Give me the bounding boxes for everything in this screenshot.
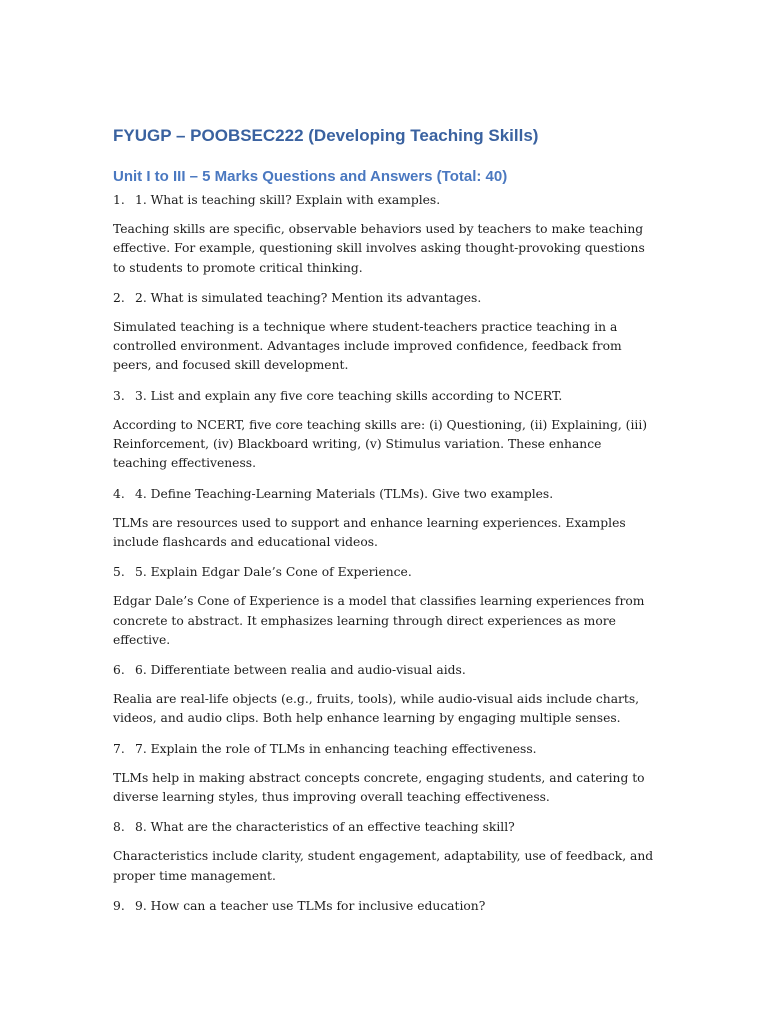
answer-text: Simulated teaching is a technique where student-teachers practice teaching in a controlled environment. Advantages include improved confidence, feedback from peers, and focused skill development. <box>113 319 622 373</box>
question-item <box>113 485 658 504</box>
question-number: 6. <box>113 663 125 678</box>
question-number: 3. <box>113 388 125 403</box>
question-text: 3. List and explain any five core teaching skills according to NCERT. <box>135 388 563 403</box>
answer-text: TLMs are resources used to support and enhance learning experiences. Examples include flashcards and educational videos. <box>113 515 626 549</box>
question-item <box>113 191 658 210</box>
question-text: 5. Explain Edgar Dale’s Cone of Experience. <box>135 565 412 580</box>
answer-text: According to NCERT, five core teaching skills are: (i) Questioning, (ii) Explaining, (iii) Reinforcement, (iv) Blackboard writing, (v) Stimulus variation. These enhance teaching effectiveness. <box>113 417 648 471</box>
question-number: 4. <box>113 486 125 501</box>
question-text: 9. How can a teacher use TLMs for inclusive education? <box>135 898 486 913</box>
answer-text: Teaching skills are specific, observable behaviors used by teachers to make teaching effective. For example, questioning skill involves asking thought-provoking questions to students to promote critical thinking. <box>113 222 645 275</box>
question-number: 5. <box>113 565 125 580</box>
answer-text: Edgar Dale’s Cone of Experience is a model that classifies learning experiences from concrete to abstract. It emphasizes learning through direct experiences as more effective. <box>113 594 645 647</box>
question-text: 6. Differentiate between realia and audio-visual aids. <box>135 663 466 678</box>
question-text: 4. Define Teaching-Learning Materials (TLMs). Give two examples. <box>135 486 554 501</box>
document-subtitle: Unit I to III – 5 Marks Questions and Answers (Total: 40) <box>113 168 508 185</box>
qa-list <box>113 191 658 916</box>
question-text: 8. What are the characteristics of an effective teaching skill? <box>135 820 515 835</box>
question-item <box>113 897 658 916</box>
question-number: 9. <box>113 898 125 913</box>
document-title: FYUGP – POOBSEC222 (Developing Teaching Skills) <box>113 126 539 145</box>
question-number: 8. <box>113 820 125 835</box>
question-text: 1. What is teaching skill? Explain with examples. <box>135 193 441 207</box>
question-item <box>113 289 658 308</box>
question-item <box>113 387 658 406</box>
answer-text: TLMs help in making abstract concepts concrete, engaging students, and catering to diverse learning styles, thus improving overall teaching effectiveness. <box>113 770 645 805</box>
answer-text: Realia are real-life objects (e.g., fruits, tools), while audio-visual aids include charts, videos, and audio clips. Both help enhance learning by engaging multiple senses. <box>113 692 640 726</box>
answer-text: Characteristics include clarity, student engagement, adaptability, use of feedback, and proper time management. <box>113 849 654 883</box>
question-text: 2. What is simulated teaching? Mention its advantages. <box>135 290 482 305</box>
question-item <box>113 818 658 837</box>
question-number: 1. <box>113 193 125 207</box>
question-item <box>113 563 658 582</box>
question-number: 7. <box>113 741 125 756</box>
question-item <box>113 740 658 759</box>
question-text: 7. Explain the role of TLMs in enhancing teaching effectiveness. <box>135 741 537 756</box>
question-item <box>113 661 658 680</box>
question-number: 2. <box>113 290 125 305</box>
